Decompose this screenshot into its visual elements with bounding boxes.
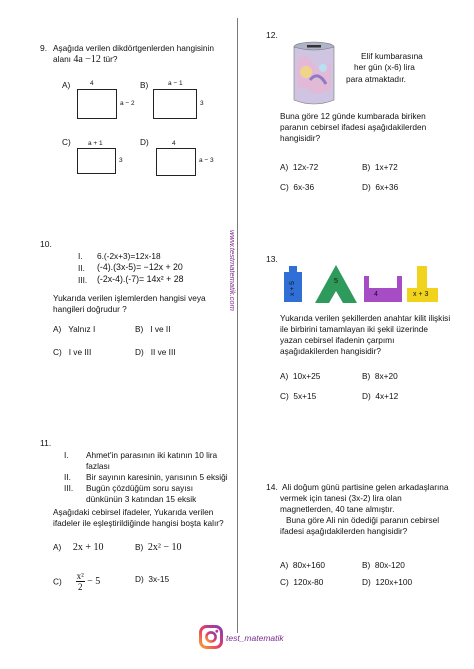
q9-b-side-dim: 3 (200, 100, 204, 107)
q12-stem-line3: hangisidir? (280, 133, 321, 143)
q10-option-d[interactable]: D) II ve III (135, 347, 176, 357)
q11-option-b[interactable]: B) 2x² − 10 (135, 542, 182, 553)
q14-stem-line4: Buna göre Ali nin ödediği paranın cebirsel (286, 515, 440, 525)
q9-a-rectangle (77, 89, 117, 119)
q9-d-rectangle (156, 148, 196, 176)
q9-c-top-dim: a + 1 (88, 140, 103, 147)
q10-stem-line2: hangileri doğrudur ? (53, 304, 127, 314)
q12-stem-line2: paranın cebirsel ifadesi aşağıdakilerden (280, 122, 427, 132)
q10-item-3-text: (-2x-4).(-7)= 14x² + 28 (97, 274, 184, 284)
piggy-bank-jar-image (290, 40, 338, 108)
q12-option-a[interactable]: A) 12x-72 (280, 162, 319, 172)
q14-option-d[interactable]: D) 120x+100 (362, 577, 413, 587)
q9-d-side-dim: a − 3 (199, 157, 214, 164)
q11-item-2-num: II. (64, 472, 71, 482)
q11-item-3-num: III. (64, 483, 74, 493)
q12-option-d[interactable]: D) 6x+36 (362, 182, 399, 192)
q14-number: 14. (266, 482, 278, 492)
q11-stem-line1: Aşağıdaki cebirsel ifadeler, Yukarıda verilen (53, 507, 214, 517)
purple-lock-shape (364, 276, 402, 302)
q14-option-a[interactable]: A) 80x+160 (280, 560, 325, 570)
q10-option-a[interactable]: A) Yalnız I (53, 324, 96, 334)
q9-option-b-label[interactable]: B) (140, 80, 149, 90)
q9-stem-line1: Aşağıda verilen dikdörtgenlerden hangisinin (53, 43, 214, 53)
q11-item-3-line1: Bugün çözdüğüm soru sayısı (86, 483, 193, 493)
q12-stem-line1: Buna göre 12 günde kumbarada biriken (280, 111, 426, 121)
q10-item-1-num: I. (78, 251, 83, 261)
q14-option-b[interactable]: B) 80x-120 (362, 560, 405, 570)
q9-b-rectangle (153, 89, 197, 119)
q9-number: 9. (40, 43, 48, 53)
q14-stem-line1: Ali doğum günü partisine gelen arkadaşlarına (282, 482, 449, 492)
instagram-icon[interactable] (199, 625, 223, 649)
q12-caption-line1: Elif kumbarasına (361, 51, 423, 61)
q12-number: 12. (266, 30, 278, 40)
yellow-shape-label: x + 3 (413, 291, 429, 298)
q9-stem-line2: alanı 4a −12 tür? (53, 54, 118, 65)
q14-stem-line3: magnetlerden, 40 tane almıştır. (280, 504, 395, 514)
q13-stem-line1: Yukarıda verilen şekillerden anahtar kilit ilişkisi (280, 313, 451, 323)
q13-option-c[interactable]: C) 5x+15 (280, 391, 317, 401)
q13-stem-line2: ile birbirini tamamlayan iki şekil üzerinde (280, 324, 429, 334)
q11-stem-line2: ifadeler ile eşleştirildiğinde hangisi boşta kalır? (53, 518, 224, 528)
q9-a-side-dim: a − 2 (120, 100, 135, 107)
q14-option-c[interactable]: C) 120x-80 (280, 577, 324, 587)
q10-option-b[interactable]: B) I ve II (135, 324, 171, 334)
purple-shape-label: 4 (374, 291, 378, 298)
q9-option-d-label[interactable]: D) (140, 137, 149, 147)
q10-item-2-text: (-4).(3x-5)= −12x + 20 (97, 262, 183, 272)
q13-option-b[interactable]: B) 8x+20 (362, 371, 398, 381)
q13-number: 13. (266, 254, 278, 264)
q10-item-2-num: II. (78, 263, 85, 273)
q10-option-c[interactable]: C) I ve III (53, 347, 92, 357)
q10-item-3-num: III. (78, 275, 88, 285)
q11-item-2-line1: Bir sayının karesinin, yarısının 5 eksiği (86, 472, 228, 482)
q9-c-side-dim: 3 (119, 157, 123, 164)
q11-c-fraction: $\frac{\text{x²}}{2}$ (76, 571, 84, 592)
q9-a-top-dim: 4 (90, 80, 94, 87)
watermark: www.testmatematik.com (228, 230, 237, 311)
q11-option-d[interactable]: D) 3x-15 (135, 574, 170, 584)
q11-item-1-line1: Ahmet'in parasının iki katının 10 lira (86, 450, 218, 460)
q11-item-1-line2: fazlası (86, 461, 110, 471)
q11-option-a[interactable]: A) 2x + 10 (53, 542, 104, 553)
q12-caption-line3: para atmaktadır. (346, 74, 406, 84)
q9-option-a-label[interactable]: A) (62, 80, 71, 90)
q10-stem-line1: Yukarıda verilen işlemlerden hangisi veya (53, 293, 206, 303)
q12-option-b[interactable]: B) 1x+72 (362, 162, 398, 172)
q10-number: 10. (40, 239, 52, 249)
q14-stem-line2: vermek için tanesi (3x-2) lira olan (280, 493, 402, 503)
blue-shape-label: x + 5 (289, 281, 296, 296)
instagram-handle[interactable]: test_matematik (226, 633, 284, 643)
q11-option-c[interactable]: C) $\frac{\text{x²}}{2}$ − 5 (53, 571, 101, 592)
q14-stem-line5: ifadesi aşağıdakilerden hangisidir? (280, 526, 408, 536)
q13-option-a[interactable]: A) 10x+25 (280, 371, 321, 381)
q12-option-c[interactable]: C) 6x-36 (280, 182, 315, 192)
q13-option-d[interactable]: D) 4x+12 (362, 391, 399, 401)
q11-item-1-num: I. (64, 450, 69, 460)
q12-caption-line2: her gün (x-6) lira (354, 62, 415, 72)
green-shape-label: 5 (334, 278, 338, 285)
q9-option-c-label[interactable]: C) (62, 137, 71, 147)
q9-b-top-dim: a − 1 (168, 80, 183, 87)
q9-c-rectangle (77, 148, 116, 174)
q13-stem-line3: yazan cebirsel ifadenin çarpımı (280, 335, 395, 345)
q9-d-top-dim: 4 (172, 140, 176, 147)
q11-number: 11. (40, 438, 52, 448)
q11-item-3-line2: dünkünün 3 katından 15 eksik (86, 494, 197, 504)
q10-item-1-text: 6.(-2x+3)=12x-18 (97, 251, 161, 261)
q13-stem-line4: aşağıdakilerden hangisidir? (280, 346, 382, 356)
